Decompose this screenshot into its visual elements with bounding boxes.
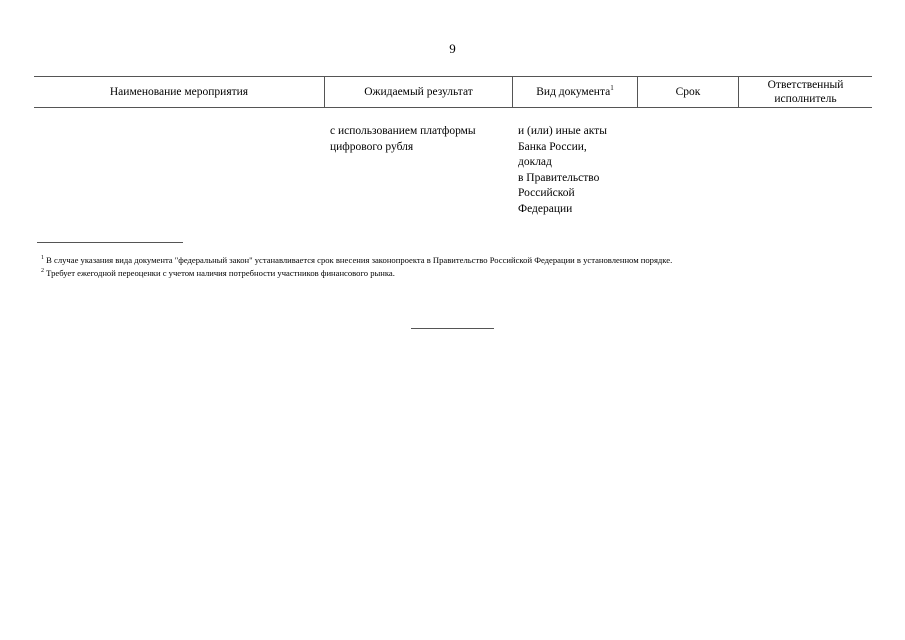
header-measure-name-label: Наименование мероприятия [109,86,249,98]
cell-document-type [512,124,637,218]
document-end-line [411,328,494,329]
cell-responsible [738,124,872,218]
footnote-ref-1: 1 [610,84,614,93]
cell-document-type-line: и (или) иные акты [518,125,607,137]
header-document-type-label [536,85,613,99]
footnote-1-text: В случае указания вида документа "федеральный закон" устанавливается срок внесения законопроекта в Правительство Российской Федерации в установленном порядке. [46,255,673,265]
footnote-2-marker: 2 [41,267,44,274]
cell-deadline [637,124,738,218]
cell-expected-result [324,124,512,218]
cell-document-type-line: Российской [518,187,575,200]
footnote-1-marker: 1 [41,255,44,262]
header-responsible-label [768,78,844,106]
table-row [34,108,872,218]
cell-document-type-line: доклад [518,156,552,169]
header-measure-name [34,77,324,107]
cell-document-type-line: Федерации [518,202,573,215]
header-deadline-label: Срок [675,86,701,98]
header-expected-result [324,77,512,107]
header-document-type [512,77,637,107]
header-expected-result-label: Ожидаемый результат [364,86,473,98]
footnote-separator [37,242,183,243]
header-deadline [637,77,738,107]
header-responsible-line-1: Ответственный [767,79,844,91]
header-responsible-line-2: исполнитель [774,93,837,105]
header-document-type-text: Вид документа [536,86,611,98]
cell-measure-name [34,124,324,218]
cell-document-type-line: Банка России, [518,140,587,153]
cell-expected-result-line: цифрового рубля [330,140,414,153]
measures-table [34,76,872,218]
footnotes [41,254,672,279]
footnote-2 [41,267,672,280]
cell-document-type-line: в Правительство [518,171,600,184]
table-header [34,76,872,108]
header-responsible [738,77,872,107]
footnote-1 [41,254,672,267]
page-number: 9 [449,41,456,56]
footnote-2-text: Требует ежегодной переоценки с учетом наличия потребности участников финансового рынка. [46,267,395,278]
cell-expected-result-line: с использованием платформы [330,125,476,137]
